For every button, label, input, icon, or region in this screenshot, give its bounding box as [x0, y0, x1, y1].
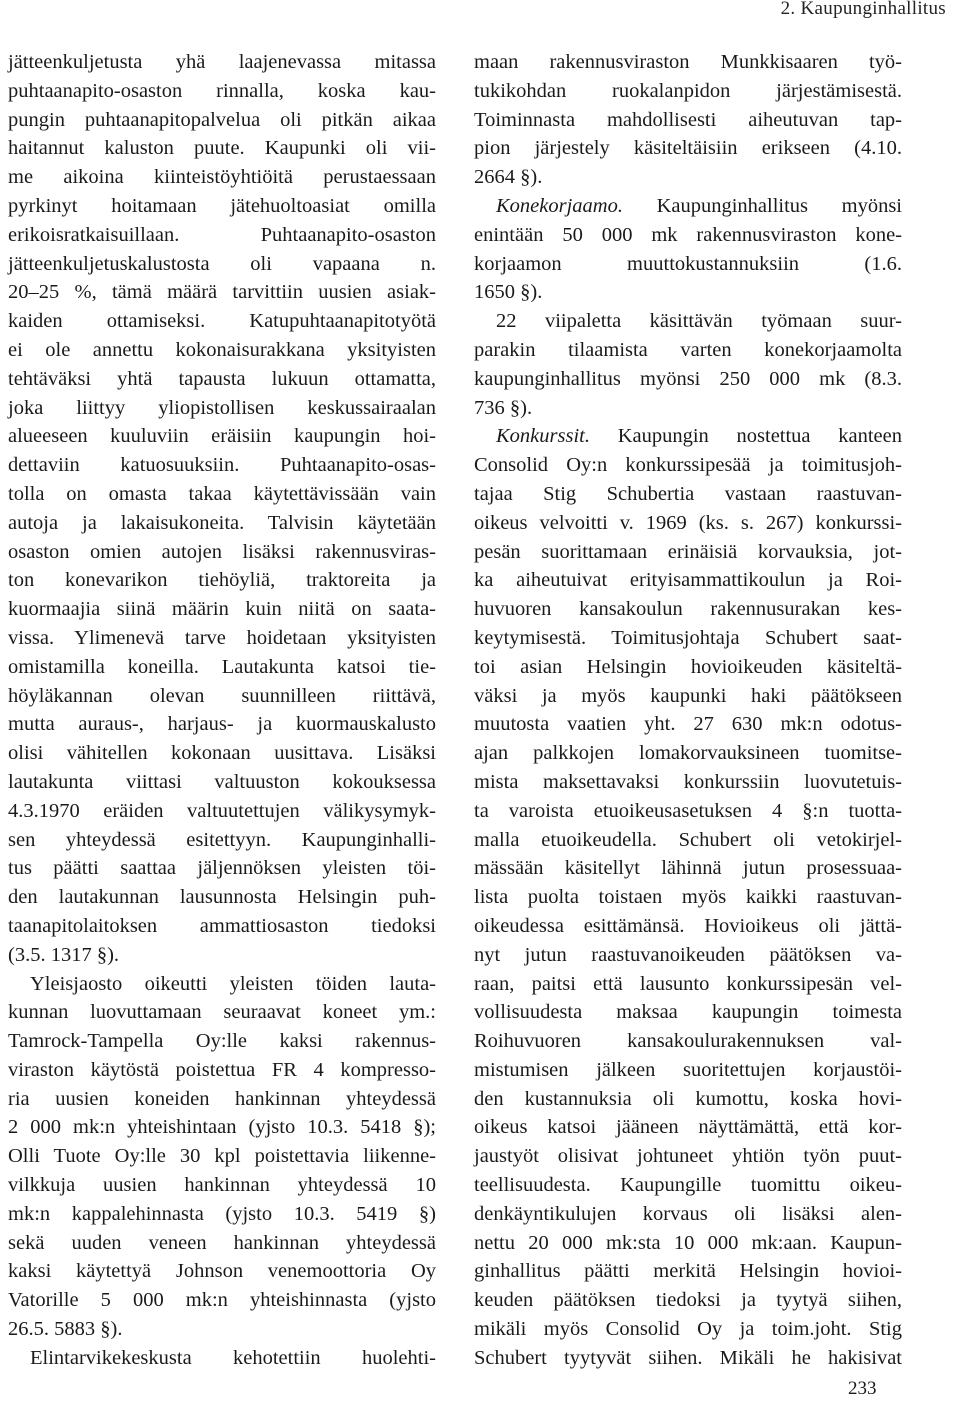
text-line: den kustannuksia oli kumottu, koska hovi-: [474, 1087, 902, 1110]
text-line: denkäyntikulujen korvaus oli lisäksi alen-: [474, 1202, 902, 1225]
text-line: 2 000 mk:n yhteishintaan (yjsto 10.3. 5418 §);: [8, 1116, 436, 1139]
text-line: pesän suorittamaan erinäisiä korvauksia, jot-: [474, 540, 902, 563]
text-line: Tamrock-Tampella Oy:lle kaksi rakennus-: [8, 1030, 436, 1053]
text-line: Roihuvuoren kansakoulurakennuksen val-: [474, 1030, 902, 1053]
text-line: joka liittyy yliopistollisen keskussairaalan: [8, 396, 436, 419]
text-line: 4.3.1970 eräiden valtuutettujen välikysymyk-: [8, 799, 436, 822]
page-number: 233: [848, 1378, 877, 1399]
text-line: väksi ja myös kaupunki haki päätökseen: [474, 684, 902, 707]
text-line: keuden päätöksen tiedoksi ja tyytyä siihen,: [474, 1289, 902, 1312]
text-line: mikäli myös Consolid Oy ja toim.joht. Stig: [474, 1318, 902, 1341]
text-line: ta varoista etuoikeusasetuksen 4 §:n tuotta-: [474, 799, 902, 822]
text-line: korjaamon muuttokustannuksiin (1.6.: [474, 252, 902, 275]
text-line: mk:n kappalehinnasta (yjsto 10.3. 5419 §): [8, 1202, 436, 1225]
text-line: Schubert tyytyvät siihen. Mikäli he hakisivat: [474, 1346, 902, 1369]
text-line: 26.5. 5883 §).: [8, 1318, 123, 1341]
text-line: 1650 §).: [474, 281, 543, 304]
text-line: vollisuudesta maksaa kaupungin toimesta: [474, 1001, 902, 1024]
text-line: tolla on omasta takaa käytettävissään vain: [8, 482, 436, 505]
text-line: taanapitolaitoksen ammattiosaston tiedoksi: [8, 914, 436, 937]
text-line: 22 viipaletta käsittävän työmaan suur-: [496, 310, 902, 333]
text-line: tehtäväksi yhtä tapausta lukuun ottamatta,: [8, 367, 436, 390]
text-line: sen yhteydessä esitettyyn. Kaupunginhalli-: [8, 828, 436, 851]
text-line: Olli Tuote Oy:lle 30 kpl poistettavia liikenne-: [8, 1145, 436, 1168]
text-line: autoja ja lakaisukoneita. Talvisin käytetään: [8, 511, 436, 534]
running-head: 2. Kaupunginhallitus: [780, 0, 946, 19]
text-line: lista puolta toistaen myös kaikki raastuvan-: [474, 886, 902, 909]
text-line: omistamilla koneilla. Lautakunta katsoi tie-: [8, 655, 436, 678]
right-column: [474, 48, 902, 1373]
text-line: kaupunginhallitus myönsi 250 000 mk (8.3.: [474, 367, 902, 390]
text-line: nyt jutun raastuvanoikeuden päätöksen va-: [474, 943, 902, 966]
text-line: 736 §).: [474, 396, 533, 419]
text-line: pyrkinyt hoitamaan jätehuoltoasiat omilla: [8, 194, 436, 217]
text-line: Toiminnasta mahdollisesti aiheutuvan tap-: [474, 108, 902, 131]
text-line: höyläkannan olevan suunnilleen riittävä,: [8, 684, 436, 707]
text-line: ei ole annettu kokonaisurakkana yksityisten: [8, 338, 436, 361]
text-line: me aikoina kiinteistöyhtiöitä perustaessaan: [8, 166, 436, 189]
text-line: pion järjestely käsiteltäisiin erikseen (4.10.: [474, 137, 902, 160]
text-line: Vatorille 5 000 mk:n yhteishinnasta (yjsto: [8, 1289, 436, 1312]
text-line: oikeudessa esittämänsä. Hovioikeus oli jättä-: [474, 914, 902, 937]
text-line: jätteenkuljetusta yhä laajenevassa mitassa: [8, 51, 436, 73]
text-line: alueeseen kuuluviin eräisiin kaupungin hoi-: [8, 425, 436, 448]
text-line: kaksi käytettyä Johnson venemoottoria Oy: [8, 1260, 436, 1283]
text-line: Yleisjaosto oikeutti yleisten töiden lauta-: [30, 972, 436, 995]
text-line: mistumisen jälkeen suoritettujen korjaustöi-: [474, 1058, 902, 1081]
text-line: keytymisestä. Toimitusjohtaja Schubert saat-: [474, 626, 902, 649]
text-line: kuormaajia siinä määrin kuin niitä on saata-: [8, 598, 436, 621]
text-line: vilkkuja uusien hankinnan yhteydessä 10: [8, 1174, 436, 1197]
text-line: ajan palkkojen lomakorvauksineen tuomitse-: [474, 742, 902, 765]
text-line: ria uusien koneiden hankinnan yhteydessä: [8, 1087, 436, 1110]
text-line: jätteenkuljetuskalustosta oli vapaana n.: [8, 252, 436, 275]
text-line: raan, paitsi että lausunto konkurssipesän vel-: [474, 972, 902, 995]
text-line: kunnan luovuttamaan seuraavat koneet ym.:: [8, 1001, 436, 1024]
text-line: puhtaanapito-osaston rinnalla, koska kau-: [8, 79, 436, 102]
text-line: jaustyöt olisivat johtuneet yhtiön työn puut-: [474, 1145, 902, 1168]
text-line: tus päätti saattaa jäljennöksen yleisten töi-: [8, 857, 436, 880]
text-line: Konkurssit. Kaupungin nostettua kanteen: [496, 425, 902, 448]
text-line: huvuoren kansakoulun rakennusurakan kes-: [474, 598, 902, 621]
text-line: (3.5. 1317 §).: [8, 943, 120, 966]
text-line: erikoisratkaisuillaan. Puhtaanapito-osaston: [8, 223, 436, 246]
text-line: Consolid Oy:n konkurssipesää ja toimitusjoh-: [474, 454, 902, 477]
text-line: nettu 20 000 mk:sta 10 000 mk:aan. Kaupun-: [474, 1231, 902, 1254]
text-line: Elintarvikekeskusta kehotettiin huolehti-: [30, 1346, 436, 1369]
text-line: haitannut kaluston puute. Kaupunki oli vii-: [8, 137, 436, 160]
text-line: sekä uuden veneen hankinnan yhteydessä: [8, 1231, 436, 1254]
left-column: [8, 48, 436, 1373]
text-line: oikeus katsoi jääneen näyttämättä, että kor-: [474, 1116, 902, 1139]
text-line: tajaa Stig Schubertia vastaan raastuvan-: [474, 482, 902, 505]
text-line: maan rakennusviraston Munkkisaaren työ-: [474, 51, 902, 73]
text-line: parakin tilaamista varten konekorjaamolta: [474, 338, 902, 361]
text-line: tukikohdan ruokalanpidon järjestämisestä.: [474, 79, 902, 102]
text-line: ka aiheutuivat erityisammattikoulun ja Roi-: [474, 569, 902, 592]
text-line: osaston omien autojen lisäksi rakennusviras-: [8, 540, 436, 563]
text-line: 20–25 %, tämä määrä tarvittiin uusien asiak-: [8, 281, 436, 304]
text-line: teellisuudesta. Kaupungille tuomittu oikeu-: [474, 1174, 902, 1197]
text-line: mässään käsitellyt lähinnä jutun prosessuaa-: [474, 857, 902, 880]
text-line: mista maksettavaksi konkurssiin luovutetuis-: [474, 770, 902, 793]
text-line: ton konevarikon tiehöyliä, traktoreita ja: [8, 569, 436, 592]
text-line: pungin puhtaanapitopalvelua oli pitkän aikaa: [8, 108, 436, 131]
text-line: mutta auraus-, harjaus- ja kuormauskalusto: [8, 713, 436, 736]
text-line: vissa. Ylimenevä tarve hoidetaan yksityisten: [8, 626, 436, 649]
text-line: enintään 50 000 mk rakennusviraston kone-: [474, 223, 902, 246]
text-line: ginhallitus päätti merkitä Helsingin hovioi-: [474, 1260, 902, 1283]
text-line: dettaviin katuosuuksiin. Puhtaanapito-osas-: [8, 454, 436, 477]
text-line: muutosta vaatien yht. 27 630 mk:n odotus-: [474, 713, 902, 736]
text-line: den lautakunnan lausunnosta Helsingin puh-: [8, 886, 436, 909]
text-line: toi asian Helsingin hovioikeuden käsiteltä-: [474, 655, 902, 678]
text-line: kaiden ottamiseksi. Katupuhtaanapitotyötä: [8, 310, 436, 333]
text-line: Konekorjaamo. Kaupunginhallitus myönsi: [496, 194, 902, 217]
text-line: viraston käytöstä poistettua FR 4 kompresso-: [8, 1058, 436, 1081]
text-line: oikeus velvoitti v. 1969 (ks. s. 267) konkurssi-: [474, 511, 902, 534]
text-line: malla etuoikeudella. Schubert oli vetokirjel-: [474, 828, 902, 851]
text-line: olisi vähitellen kokonaan uusittava. Lisäksi: [8, 742, 436, 765]
text-line: 2664 §).: [474, 166, 543, 189]
text-line: lautakunta viittasi valtuuston kokouksessa: [8, 770, 436, 793]
